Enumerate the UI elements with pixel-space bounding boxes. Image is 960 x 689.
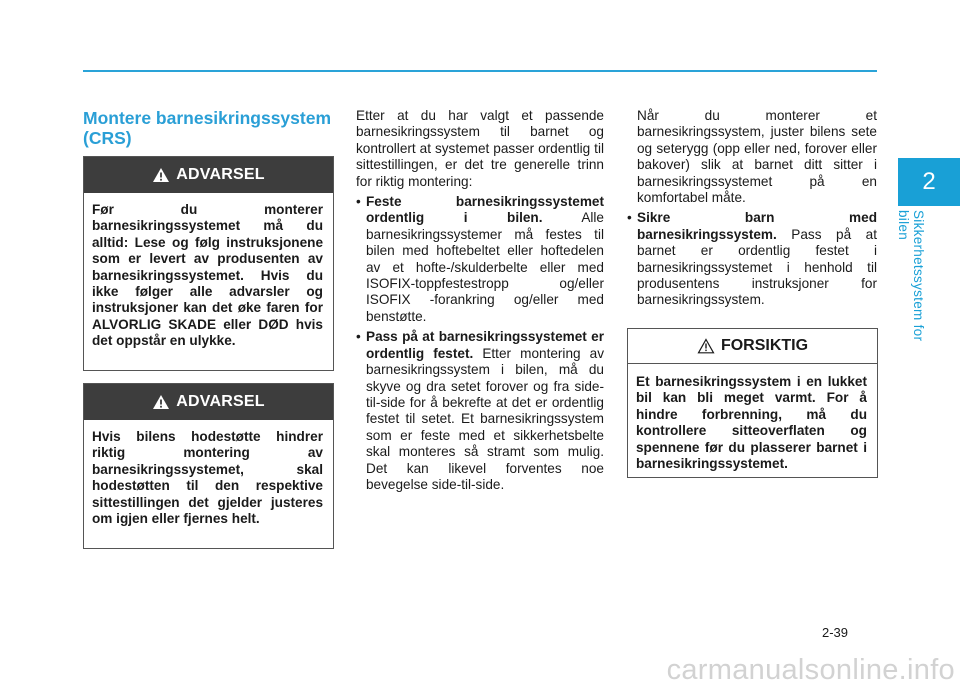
column3-intro: Når du monterer et barnesikringssystem, juster bilens sete og seterygg (opp eller ned, forover eller bakover) slik at barnet ditt sitter i barnesikringssystemet på en komfortabel måte. <box>637 108 877 206</box>
step-text: Etter montering av barnesikringssystem i bilen, må du skyve og dra setet forover og fra side-til-side for å bekrefte at det er ordentlig festet til setet. Et barnesikringssystem som er feste med et sikkerhetsbelte skal monteres så stramt som mulig. Det kan likevel forventes noe bevegelse side-til-side. <box>366 345 604 492</box>
warning-text-1: Før du monterer barnesikringssystemet må du alltid: Lese og følg instruksjonene som er levert av produsenten av barnesikringssystemet. Hvis du ikke følger alle advarsler og instruksjoner kan det øke faren for ALVORLIG SKADE eller DØD hvis det oppstår en ulykke. <box>92 202 323 349</box>
section-title-line1: Montere barnesikringssystem <box>83 108 332 128</box>
steps-list-continued <box>627 210 877 308</box>
warning-box-1 <box>83 156 334 371</box>
step-lead: Feste barnesikringssystemet ordentlig i bilen. <box>366 194 604 226</box>
list-item <box>356 329 604 493</box>
chapter-number-tab[interactable]: 2 <box>898 158 960 206</box>
column-right <box>627 108 877 313</box>
page-number: 2-39 <box>822 625 849 640</box>
chapter-label: Sikkerhetssystem for bilen <box>896 210 926 342</box>
watermark: carmanualsonline.info <box>666 654 955 686</box>
step-text: Pass på at barnet er ordentlig festet i barnesikringssystemet i henhold til produsentens instruksjoner for barnesikringssystem. <box>637 226 877 308</box>
caution-box <box>627 328 878 478</box>
warning-box-2 <box>83 383 334 549</box>
steps-list <box>356 194 604 493</box>
list-item <box>356 194 604 325</box>
section-title <box>83 108 333 148</box>
section-title-line2: (CRS) <box>83 128 132 148</box>
caution-header <box>628 329 877 364</box>
intro-paragraph: Etter at du har valgt et passende barnesikringssystem til barnet og kontrollert at systemet passer ordentlig til sittestillingen, er det tre generelle trinn for riktig montering: <box>356 108 604 189</box>
warning-text-2: Hvis bilens hodestøtte hindrer riktig montering av barnesikringssystemet, skal hodestøtten til den respektive sittestillingen det gjelder justeres om igjen eller fjernes helt. <box>92 429 323 527</box>
step-lead: Pass på at barnesikringssystemet er ordentlig festet. <box>366 329 604 361</box>
warning-triangle-icon <box>152 167 170 183</box>
caution-heading: FORSIKTIG <box>720 337 809 354</box>
warning-triangle-icon <box>152 394 170 410</box>
warning-header-1 <box>84 157 333 193</box>
column-left <box>83 108 333 148</box>
caution-text: Et barnesikringssystem i en lukket bil kan bli meget varmt. For å hindre forbrenning, må du kontrollere sitteoverflaten og spennene før du plasserer barnet i barnesikringssystemet. <box>636 374 867 472</box>
step-lead: Sikre barn med barnesikringssystem. <box>637 210 877 242</box>
list-item <box>627 210 877 308</box>
column-middle <box>356 108 604 497</box>
warning-heading-1: ADVARSEL <box>176 166 265 183</box>
caution-triangle-icon <box>697 338 715 354</box>
top-rule <box>83 70 877 72</box>
warning-header-2 <box>84 384 333 420</box>
step-text: Alle barnesikringssystemer må festes til bilen med hoftebeltet eller hoftedelen av et hofte-/skulderbelte eller med ISOFIX-toppfestestropp og/eller ISOFIX -forankring og/eller med benstøtte. <box>366 210 604 324</box>
warning-heading-2: ADVARSEL <box>176 393 265 410</box>
